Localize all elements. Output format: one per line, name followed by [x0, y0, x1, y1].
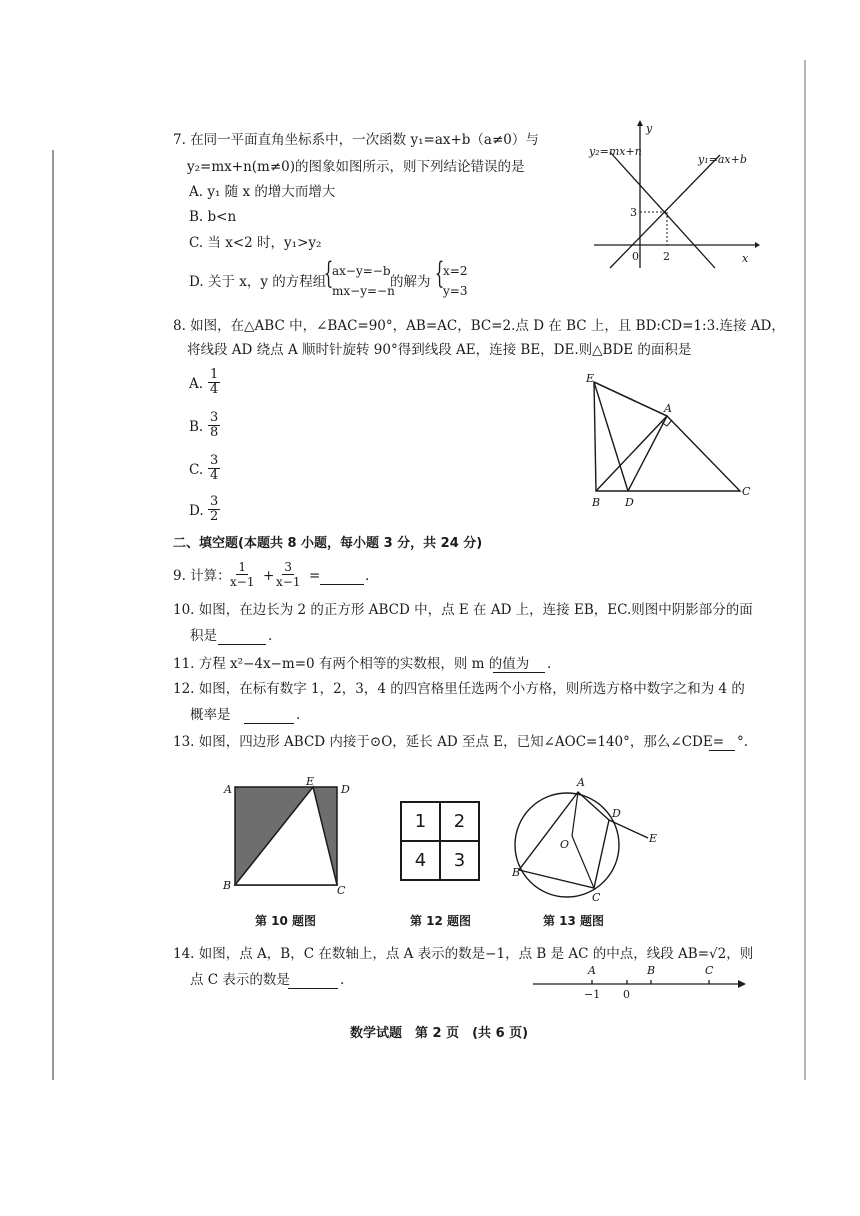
q10-answer-blank[interactable]	[218, 627, 266, 645]
label-c: C	[337, 884, 346, 895]
q9-answer-blank[interactable]	[320, 567, 364, 585]
q12-stem-line1: 12. 如图，在标有数字 1，2，3，4 的四宫格里任选两个小方格，则所选方格中数字之和为 4 的	[173, 681, 745, 697]
denominator: 4	[210, 382, 219, 397]
numerator: 3	[210, 453, 219, 468]
q8-option-c-fraction	[208, 454, 220, 483]
q13-stem: 13. 如图，四边形 ABCD 内接于⊙O，延长 AD 至点 E，已知∠AOC=140°，那么∠CDE=	[173, 734, 725, 750]
fig13-circle	[505, 770, 675, 910]
label-c: C	[705, 964, 714, 977]
q10-stem-line2: 积是	[190, 628, 217, 644]
q8-option-a-fraction	[208, 368, 220, 397]
page-edge-right	[804, 60, 806, 1080]
segment-ad	[628, 416, 667, 491]
segment-ea	[594, 382, 667, 416]
label-zero: 0	[623, 988, 630, 1001]
denominator: x−1	[230, 575, 255, 589]
x-tick-2: 2	[663, 250, 670, 263]
label-b: B	[223, 879, 232, 892]
q8-option-d-fraction	[208, 495, 220, 524]
grid-cell-1: 1	[414, 811, 427, 832]
x-label: x	[742, 252, 749, 265]
q14-number-line	[530, 958, 750, 1008]
q8-triangle-figure	[580, 370, 760, 510]
q9-equals: =	[309, 568, 321, 584]
label-e: E	[306, 775, 315, 788]
q7-option-c: C. 当 x<2 时，y₁>y₂	[189, 235, 322, 251]
extension-de	[609, 820, 648, 838]
q13-degree: °.	[737, 734, 749, 750]
q8-option-b-letter: B.	[189, 419, 204, 435]
q11-answer-blank[interactable]	[493, 655, 545, 673]
q11-stem: 11. 方程 x²−4x−m=0 有两个相等的实数根，则 m 的值为	[173, 656, 530, 672]
numerator: 3	[284, 560, 293, 574]
label-c: C	[592, 891, 601, 904]
label-e: E	[586, 372, 595, 385]
q9-prefix: 9. 计算：	[173, 568, 231, 584]
q7-stem-line2: y₂=mx+n(m≠0)的图象如图所示，则下列结论错误的是	[187, 159, 525, 175]
q12-stem-line2: 概率是	[190, 707, 231, 723]
q8-option-c-letter: C.	[189, 462, 204, 478]
label-d: D	[612, 807, 621, 820]
q7-graph	[560, 120, 760, 270]
q9-period: .	[365, 568, 370, 584]
q8-option-d-letter: D.	[189, 503, 204, 519]
q8-stem-line1: 8. 如图，在△ABC 中，∠BAC=90°，AB=AC，BC=2.点 D 在 BC 上，且 BD:CD=1:3.连接 AD，	[173, 318, 785, 334]
q14-stem-line1: 14. 如图，点 A，B，C 在数轴上，点 A 表示的数是−1，点 B 是 AC 的中点，线段 AB=√2，则	[173, 946, 754, 962]
section-heading: 二、填空题(本题共 8 小题，每小题 3 分，共 24 分)	[173, 536, 483, 551]
denominator: x−1	[276, 575, 301, 589]
q8-option-a-letter: A.	[189, 376, 204, 392]
number-line-arrow	[738, 980, 746, 988]
y-label: y	[646, 122, 653, 135]
q7-option-b: B. b<n	[189, 209, 237, 225]
label-c: C	[742, 485, 751, 498]
numerator: 1	[238, 560, 247, 574]
page-footer: 数学试题 第 2 页 (共 6 页)	[350, 1026, 529, 1041]
q9-plus: +	[263, 568, 275, 584]
q9-fraction-2	[274, 560, 302, 589]
q7-system-eq1: ax−y=−b	[332, 264, 391, 278]
q7-solution-x: x=2	[443, 264, 468, 278]
grid-cell-2: 2	[453, 811, 466, 832]
q7-option-a: A. y₁ 随 x 的增大而增大	[189, 184, 336, 200]
grid-cell-3: 3	[453, 850, 466, 871]
label-y2: y₂=mx+n	[589, 145, 642, 158]
fig10-square	[218, 775, 358, 895]
q12-answer-blank[interactable]	[244, 706, 294, 724]
label-b: B	[647, 964, 656, 977]
q7-stem-line1: 7. 在同一平面直角坐标系中，一次函数 y₁=ax+b（a≠0）与	[173, 132, 539, 148]
denominator: 2	[210, 509, 219, 524]
label-b: B	[512, 866, 521, 879]
y-axis-arrow	[637, 120, 643, 126]
q11-period: .	[547, 656, 552, 672]
q8-option-b-fraction	[208, 411, 220, 440]
quadrilateral-outline	[594, 382, 740, 491]
q14-stem-line2: 点 C 表示的数是	[190, 972, 290, 988]
label-minus-one: −1	[584, 988, 601, 1001]
label-a: A	[577, 776, 585, 789]
y-tick-3: 3	[630, 206, 637, 219]
q9-fraction-1	[228, 560, 256, 589]
q7-solution-y: y=3	[443, 284, 468, 298]
q7-option-d-mid: 的解为	[390, 274, 431, 290]
label-d: D	[625, 496, 634, 509]
page-edge-left	[52, 150, 54, 1080]
q7-option-d: D. 关于 x，y 的方程组	[189, 274, 327, 290]
numerator: 3	[210, 494, 219, 509]
q7-system-eq2: mx−y=−n	[332, 284, 395, 298]
label-o: O	[560, 838, 570, 851]
label-d: D	[341, 783, 350, 796]
grid-cell-4: 4	[414, 850, 427, 871]
q14-answer-blank[interactable]	[288, 971, 338, 989]
x-axis-arrow	[755, 242, 760, 248]
fig10-caption: 第 10 题图	[255, 914, 317, 928]
denominator: 8	[210, 425, 219, 440]
numerator: 1	[210, 367, 219, 382]
fig13-caption: 第 13 题图	[543, 914, 605, 928]
numerator: 3	[210, 410, 219, 425]
segment-ab	[596, 416, 667, 491]
q13-answer-blank[interactable]	[709, 733, 735, 751]
fig12-caption: 第 12 题图	[410, 914, 472, 928]
fig12-grid	[400, 801, 480, 881]
q12-period: .	[296, 707, 301, 723]
label-e: E	[649, 832, 658, 845]
label-a: A	[588, 964, 596, 977]
q7-system-brace: {	[323, 256, 334, 291]
q7-solution-brace: {	[434, 256, 445, 291]
label-y1: y₁=ax+b	[698, 153, 747, 166]
radius-oc	[572, 836, 594, 888]
label-b: B	[592, 496, 601, 509]
q14-period: .	[340, 972, 345, 988]
q8-stem-line2: 将线段 AD 绕点 A 顺时针旋转 90°得到线段 AE，连接 BE，DE.则△BDE 的面积是	[187, 342, 692, 358]
q10-period: .	[268, 628, 273, 644]
label-a: A	[224, 783, 232, 796]
origin-label: 0	[632, 250, 639, 263]
denominator: 4	[210, 468, 219, 483]
label-a: A	[664, 402, 672, 415]
q10-stem-line1: 10. 如图，在边长为 2 的正方形 ABCD 中，点 E 在 AD 上，连接 EB，EC.则图中阴影部分的面	[173, 602, 753, 618]
